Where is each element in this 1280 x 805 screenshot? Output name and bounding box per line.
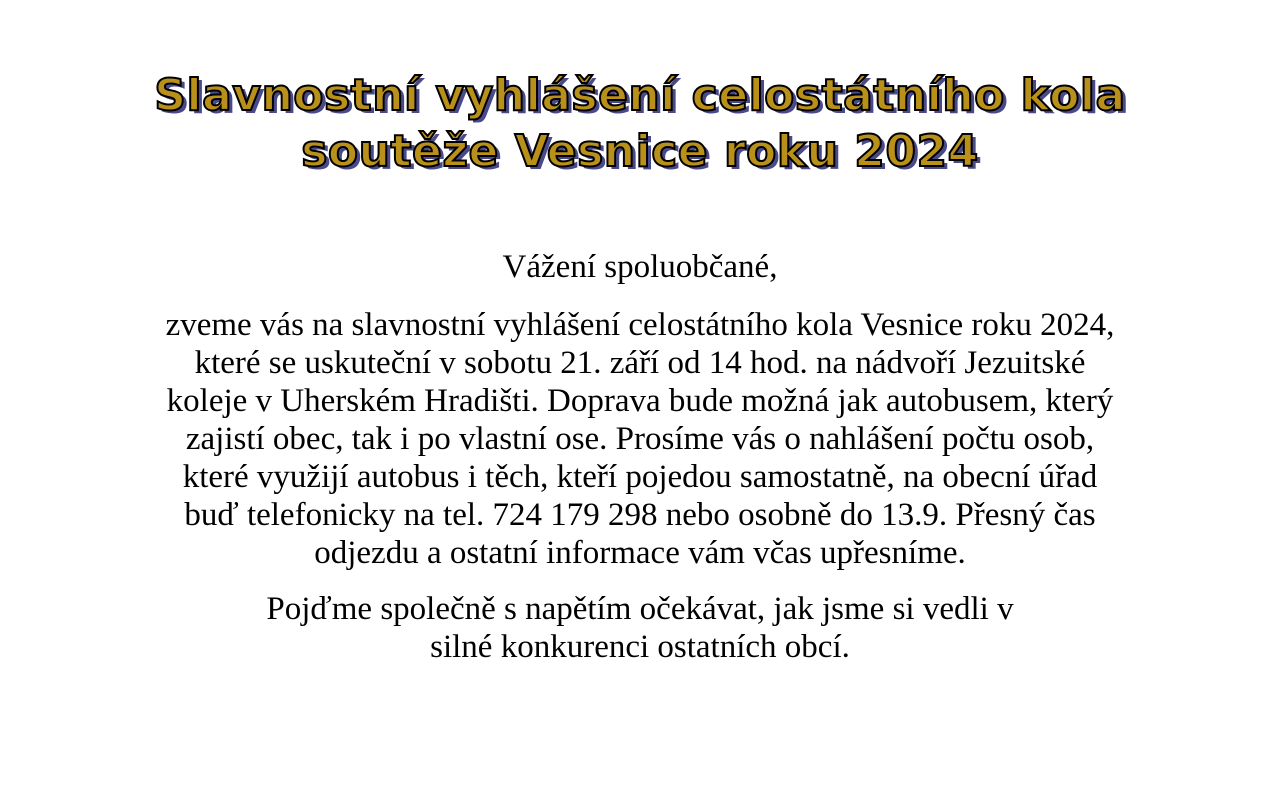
- paragraph-line: koleje v Uherském Hradišti. Doprava bude možná jak autobusem, který: [166, 383, 1114, 419]
- paragraph-line: které využijí autobus i těch, kteří pojedou samostatně, na obecní úřad: [182, 459, 1098, 495]
- page-title: [0, 68, 1280, 180]
- title-line-2: soutěže Vesnice roku 2024: [301, 126, 979, 177]
- paragraph-line: buď telefonicky na tel. 724 179 298 nebo osobně do 13.9. Přesný čas: [184, 497, 1096, 533]
- paragraph-line: které se uskuteční v sobotu 21. září od 14 hod. na nádvoří Jezuitské: [194, 345, 1086, 381]
- invitation-paragraph: [20, 306, 1260, 572]
- closing-paragraph: [20, 590, 1260, 666]
- announcement-body: [20, 248, 1260, 666]
- title-line-1: Slavnostní vyhlášení celostátního kola: [154, 70, 1126, 121]
- paragraph-line: odjezdu a ostatní informace vám včas upřesníme.: [314, 535, 966, 571]
- closing-line: silné konkurenci ostatních obcí.: [430, 629, 850, 665]
- greeting: Vážení spoluobčané,: [502, 249, 778, 285]
- paragraph-line: zajistí obec, tak i po vlastní ose. Prosíme vás o nahlášení počtu osob,: [185, 421, 1095, 457]
- paragraph-line: zveme vás na slavnostní vyhlášení celostátního kola Vesnice roku 2024,: [165, 307, 1115, 343]
- closing-line: Pojďme společně s napětím očekávat, jak jsme si vedli v: [266, 591, 1014, 627]
